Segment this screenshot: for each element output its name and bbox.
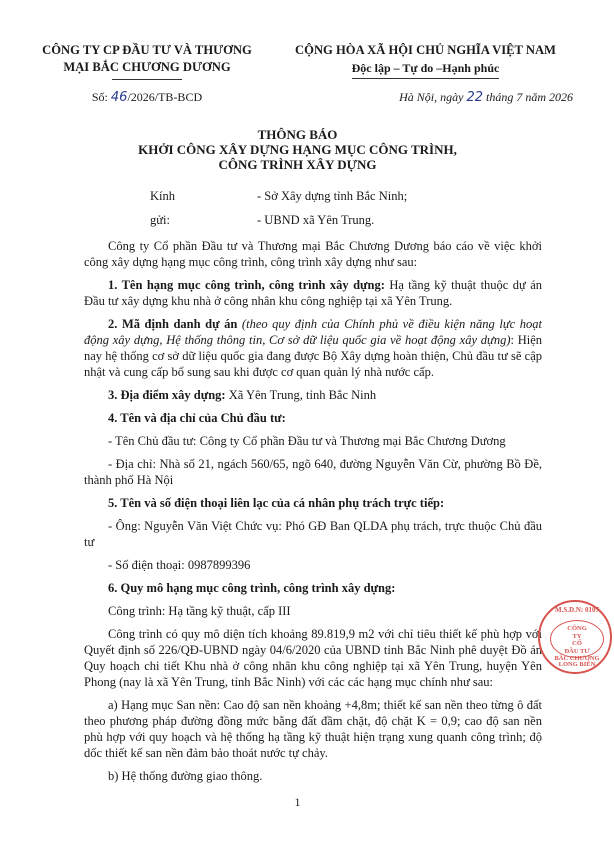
item-a-grading: a) Hạng mục San nền: Cao độ san nền khoảng +4,8m; thiết kế san nền theo từng ô đất theo phương pháp đường đồng mức bằng đất đầm chặt, độ chặt K = 0,9; cao độ san nền phù hợp với quy hoạch và hệ thống hạ tầng kỹ thuật hiện trạng xung quanh công trình; độ dốc thiết kế san nền đảm bảo thoát nước tự chảy. bbox=[84, 698, 542, 760]
stamp-core-line: BẮC CHƯƠNG bbox=[554, 655, 600, 662]
company-underline bbox=[112, 79, 182, 80]
national-motto: Độc lập – Tự do –Hạnh phúc bbox=[352, 60, 500, 79]
contact-phone: - Số điện thoại: 0987899396 bbox=[108, 558, 251, 572]
section-4-heading: 4. Tên và địa chỉ của Chủ đầu tư: bbox=[108, 411, 286, 425]
owner-name: - Tên Chủ đầu tư: Công ty Cổ phần Đầu tư và Thương mại Bắc Chương Dương bbox=[108, 434, 506, 448]
stamp-ring-bottom: LONG BIÊN bbox=[558, 661, 596, 668]
recipients-list bbox=[257, 184, 407, 232]
item-b-roads: b) Hệ thống đường giao thông. bbox=[108, 769, 263, 783]
document-body bbox=[84, 238, 542, 791]
date-day-handwritten: 22 bbox=[466, 90, 483, 105]
section-3 bbox=[84, 387, 542, 403]
section-2 bbox=[84, 316, 542, 380]
stamp-core-line: ĐẦU TƯ bbox=[564, 647, 590, 655]
section-3-text: Xã Yên Trung, tỉnh Bắc Ninh bbox=[225, 388, 377, 402]
company-seal-stamp bbox=[538, 600, 612, 674]
stamp-ring-top: M.S.D.N: 0107 bbox=[555, 606, 599, 614]
place-and-date bbox=[278, 90, 573, 105]
recipient-item: - Sở Xây dựng tỉnh Bắc Ninh; bbox=[257, 189, 408, 203]
section-1 bbox=[84, 277, 542, 309]
section-3-heading: 3. Địa điểm xây dựng: bbox=[108, 388, 226, 402]
intro-paragraph: Công ty Cổ phần Đầu tư và Thương mại Bắc Chương Dương báo cáo về việc khởi công xây dựng hạng mục công trình, công trình xây dựng như sau: bbox=[84, 239, 542, 269]
doc-number-suffix: /2026/TB-BCD bbox=[127, 90, 203, 104]
section-6-heading: 6. Quy mô hạng mục công trình, công trình xây dựng: bbox=[108, 581, 396, 595]
recipient-item: - UBND xã Yên Trung. bbox=[257, 213, 375, 227]
document-header bbox=[28, 42, 573, 132]
issuer-block bbox=[28, 42, 266, 80]
company-name-line1: CÔNG TY CP ĐẦU TƯ VÀ THƯƠNG bbox=[42, 43, 252, 57]
title-line3: CÔNG TRÌNH XÂY DỰNG bbox=[218, 157, 377, 172]
title-line2: KHỞI CÔNG XÂY DỰNG HẠNG MỤC CÔNG TRÌNH, bbox=[138, 142, 457, 157]
company-name-line2: MẠI BẮC CHƯƠNG DƯƠNG bbox=[63, 60, 231, 74]
section-2-note: (theo quy định của Chính phủ về điều kiện năng lực hoạt động xây dựng, Hệ thống thông tin, Cơ sở dữ liệu quốc gia về hoạt động xây dựng) bbox=[84, 317, 542, 347]
project-type: Công trình: Hạ tầng kỹ thuật, cấp III bbox=[108, 604, 291, 618]
doc-number-prefix: Số: bbox=[91, 90, 108, 104]
stamp-core bbox=[550, 620, 604, 662]
document-number bbox=[28, 90, 266, 105]
owner-address: - Địa chỉ: Nhà số 21, ngách 560/65, ngõ 640, đường Nguyễn Văn Cừ, phường Bồ Đề, thành phố Hà Nội bbox=[84, 457, 542, 487]
section-1-heading: 1. Tên hạng mục công trình, công trình xây dựng: bbox=[108, 278, 385, 292]
section-1-text: Hạ tầng kỹ thuật thuộc dự án Đầu tư xây dựng khu nhà ở công nhân khu công nghiệp tại xã Yên Trung. bbox=[84, 278, 542, 308]
section-2-heading: 2. Mã định danh dự án bbox=[108, 317, 238, 331]
contact-person: - Ông: Nguyễn Văn Việt Chức vụ: Phó GĐ Ban QLDA phụ trách, trực thuộc Chủ đầu tư bbox=[84, 519, 542, 549]
date-prefix: Hà Nội, ngày bbox=[399, 90, 464, 104]
stamp-core-line: CỔ bbox=[572, 640, 582, 647]
project-description: Công trình có quy mô diện tích khoảng 89.819,9 m2 với chỉ tiêu thiết kế phù hợp với Quyết định số 226/QĐ-UBND ngày 04/6/2020 của UBND tỉnh Bắc Ninh phê duyệt Đồ án Quy hoạch chi tiết Khu nhà ở công nhân khu công nghiệp tại xã Yên Trung, huyện Yên Phong (nay là xã Yên Trung, tỉnh Bắc Ninh) với các các hạng mục chính như sau: bbox=[84, 627, 542, 689]
date-suffix: tháng 7 năm 2026 bbox=[486, 90, 573, 104]
title-line1: THÔNG BÁO bbox=[257, 127, 338, 142]
recipients-label: Kính gửi: bbox=[150, 189, 175, 227]
stamp-core-line: TY bbox=[572, 632, 582, 640]
section-5-heading: 5. Tên và số điện thoại liên lạc của cá nhân phụ trách trực tiếp: bbox=[108, 496, 445, 510]
page-number: 1 bbox=[294, 795, 301, 809]
document-title bbox=[0, 127, 595, 172]
national-title: CỘNG HÒA XÃ HỘI CHỦ NGHĨA VIỆT NAM bbox=[295, 43, 556, 57]
doc-number-handwritten: 46 bbox=[110, 90, 128, 105]
stamp-core-line: CÔNG bbox=[567, 625, 587, 632]
section-2-text: : Hiện nay hệ thống cơ sở dữ liệu quốc gia đang được Bộ Xây dựng hoàn thiện, Chủ đầu tư sẽ cập nhật và cung cấp bổ sung sau khi được cơ quan quản lý nhà nước cấp. bbox=[84, 333, 542, 379]
national-block bbox=[278, 42, 573, 79]
